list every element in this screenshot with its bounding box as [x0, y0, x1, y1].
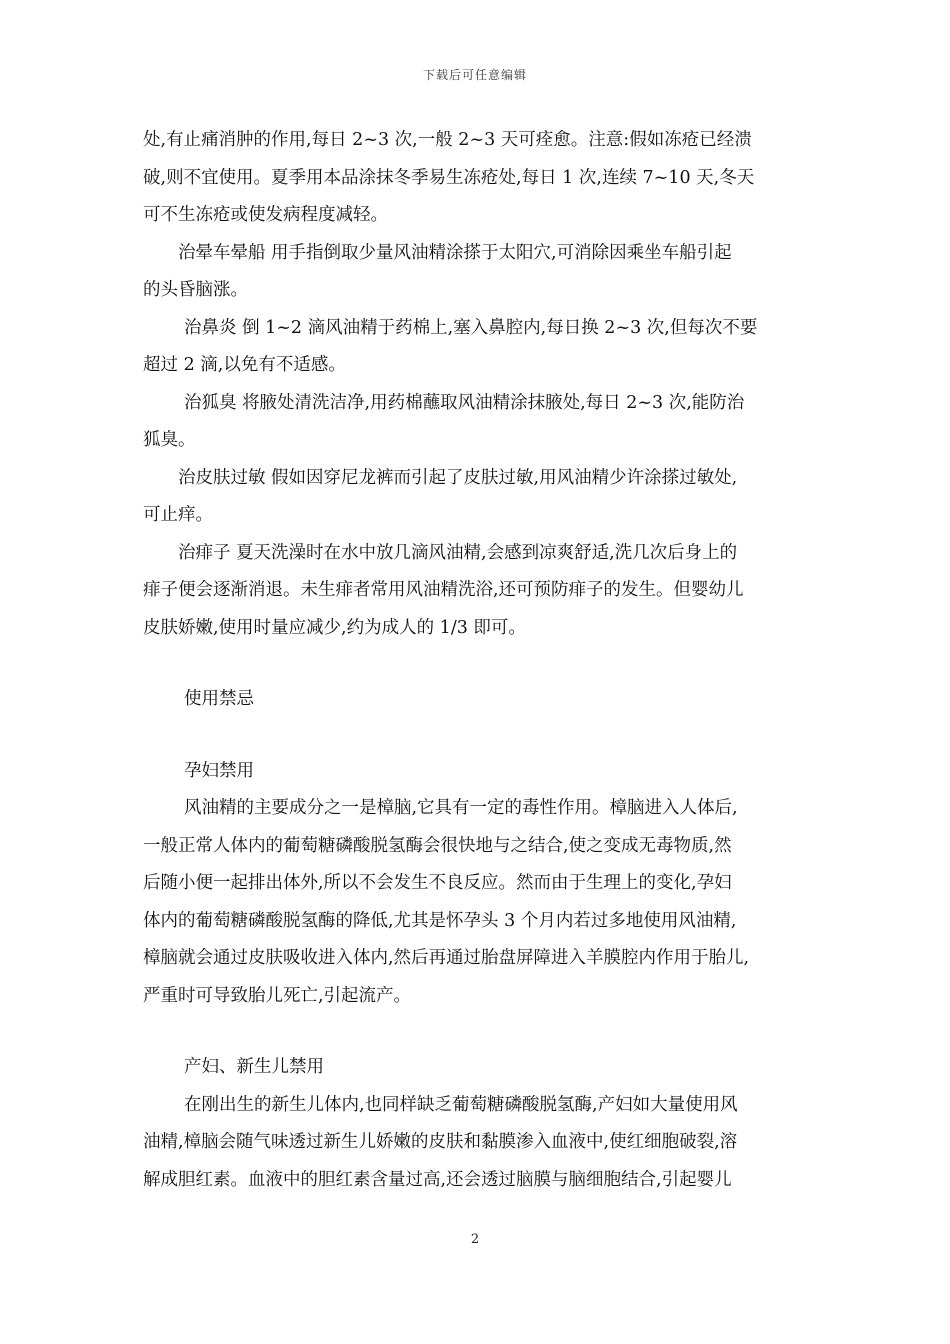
- text-line: 可不生冻疮或使发病程度减轻。: [143, 205, 388, 225]
- paragraph-frostbite-continued: [143, 122, 811, 235]
- text-line: 解成胆红素。血液中的胆红素含量过高,还会透过脑膜与脑细胞结合,引起婴儿: [143, 1169, 732, 1190]
- text-line: 处,有止痛消肿的作用,每日 2~3 次,一般 2~3 天可痊愈。注意:假如冻疮已经溃: [143, 130, 752, 150]
- text-line: 严重时可导致胎儿死亡,引起流产。: [143, 985, 412, 1006]
- text-line: 后随小便一起排出体外,所以不会发生不良反应。然而由于生理上的变化,孕妇: [143, 873, 732, 893]
- subheading-pregnant-women: 孕妇禁用: [184, 760, 254, 781]
- text-line: 樟脑就会通过皮肤吸收进入体内,然后再通过胎盘屏障进入羊膜腔内作用于胎儿,: [143, 948, 750, 968]
- text-line: 风油精的主要成分之一是樟脑,它具有一定的毒性作用。樟脑进入人体后,: [184, 798, 738, 818]
- text-line: 的头昏脑涨。: [143, 280, 248, 300]
- text-line: 在刚出生的新生儿体内,也同样缺乏葡萄糖磷酸脱氢酶,产妇如大量使用风: [184, 1094, 738, 1115]
- paragraph-skin-allergy: [143, 460, 811, 535]
- text-line: 破,则不宜使用。夏季用本品涂抹冬季易生冻疮处,每日 1 次,连续 7~10 天,冬天: [143, 167, 755, 188]
- text-line: 皮肤娇嫩,使用时量应减少,约为成人的 1/3 即可。: [143, 617, 526, 638]
- page-number: 2: [470, 1232, 480, 1247]
- subheading-postpartum-newborn: 产妇、新生儿禁用: [184, 1057, 324, 1077]
- text-line: 一般正常人体内的葡萄糖磷酸脱氢酶会很快地与之结合,使之变成无毒物质,然: [143, 835, 732, 856]
- paragraph-newborn: [143, 1087, 811, 1200]
- text-line: 治皮肤过敏 假如因穿尼龙裤而引起了皮肤过敏,用风油精少许涂搽过敏处,: [178, 467, 738, 488]
- section-heading-contraindications: 使用禁忌: [184, 689, 254, 709]
- text-line: 油精,樟脑会随气味透过新生儿娇嫩的皮肤和黏膜渗入血液中,使红细胞破裂,溶: [143, 1132, 738, 1152]
- paragraph-pregnancy: [143, 790, 811, 1015]
- paragraph-rhinitis: [143, 310, 811, 385]
- paragraph-body-odor: [143, 385, 811, 460]
- page-header: 下载后可任意编辑: [422, 68, 527, 82]
- text-line: 治晕车晕船 用手指倒取少量风油精涂搽于太阳穴,可消除因乘坐车船引起: [178, 242, 732, 263]
- text-line: 狐臭。: [143, 430, 196, 450]
- text-line: 治狐臭 将腋处清洗洁净,用药棉蘸取风油精涂抹腋处,每日 2~3 次,能防治: [184, 392, 745, 413]
- text-line: 超过 2 滴,以免有不适感。: [143, 355, 346, 375]
- text-line: 治痱子 夏天洗澡时在水中放几滴风油精,会感到凉爽舒适,洗几次后身上的: [178, 542, 738, 563]
- spacer: [143, 719, 811, 753]
- text-line: 痱子便会逐渐消退。未生痱者常用风油精洗浴,还可预防痱子的发生。但婴幼儿: [143, 580, 744, 600]
- text-line: 治鼻炎 倒 1~2 滴风油精于药棉上,塞入鼻腔内,每日换 2~3 次,但每次不要: [184, 317, 758, 338]
- text-line: 体内的葡萄糖磷酸脱氢酶的降低,尤其是怀孕头 3 个月内若过多地使用风油精,: [143, 910, 737, 931]
- paragraph-motion-sickness: [143, 235, 811, 310]
- document-body: [143, 122, 811, 1199]
- paragraph-prickly-heat: [143, 535, 811, 648]
- spacer: [143, 1015, 811, 1049]
- spacer: [143, 647, 811, 681]
- text-line: 可止痒。: [143, 505, 213, 525]
